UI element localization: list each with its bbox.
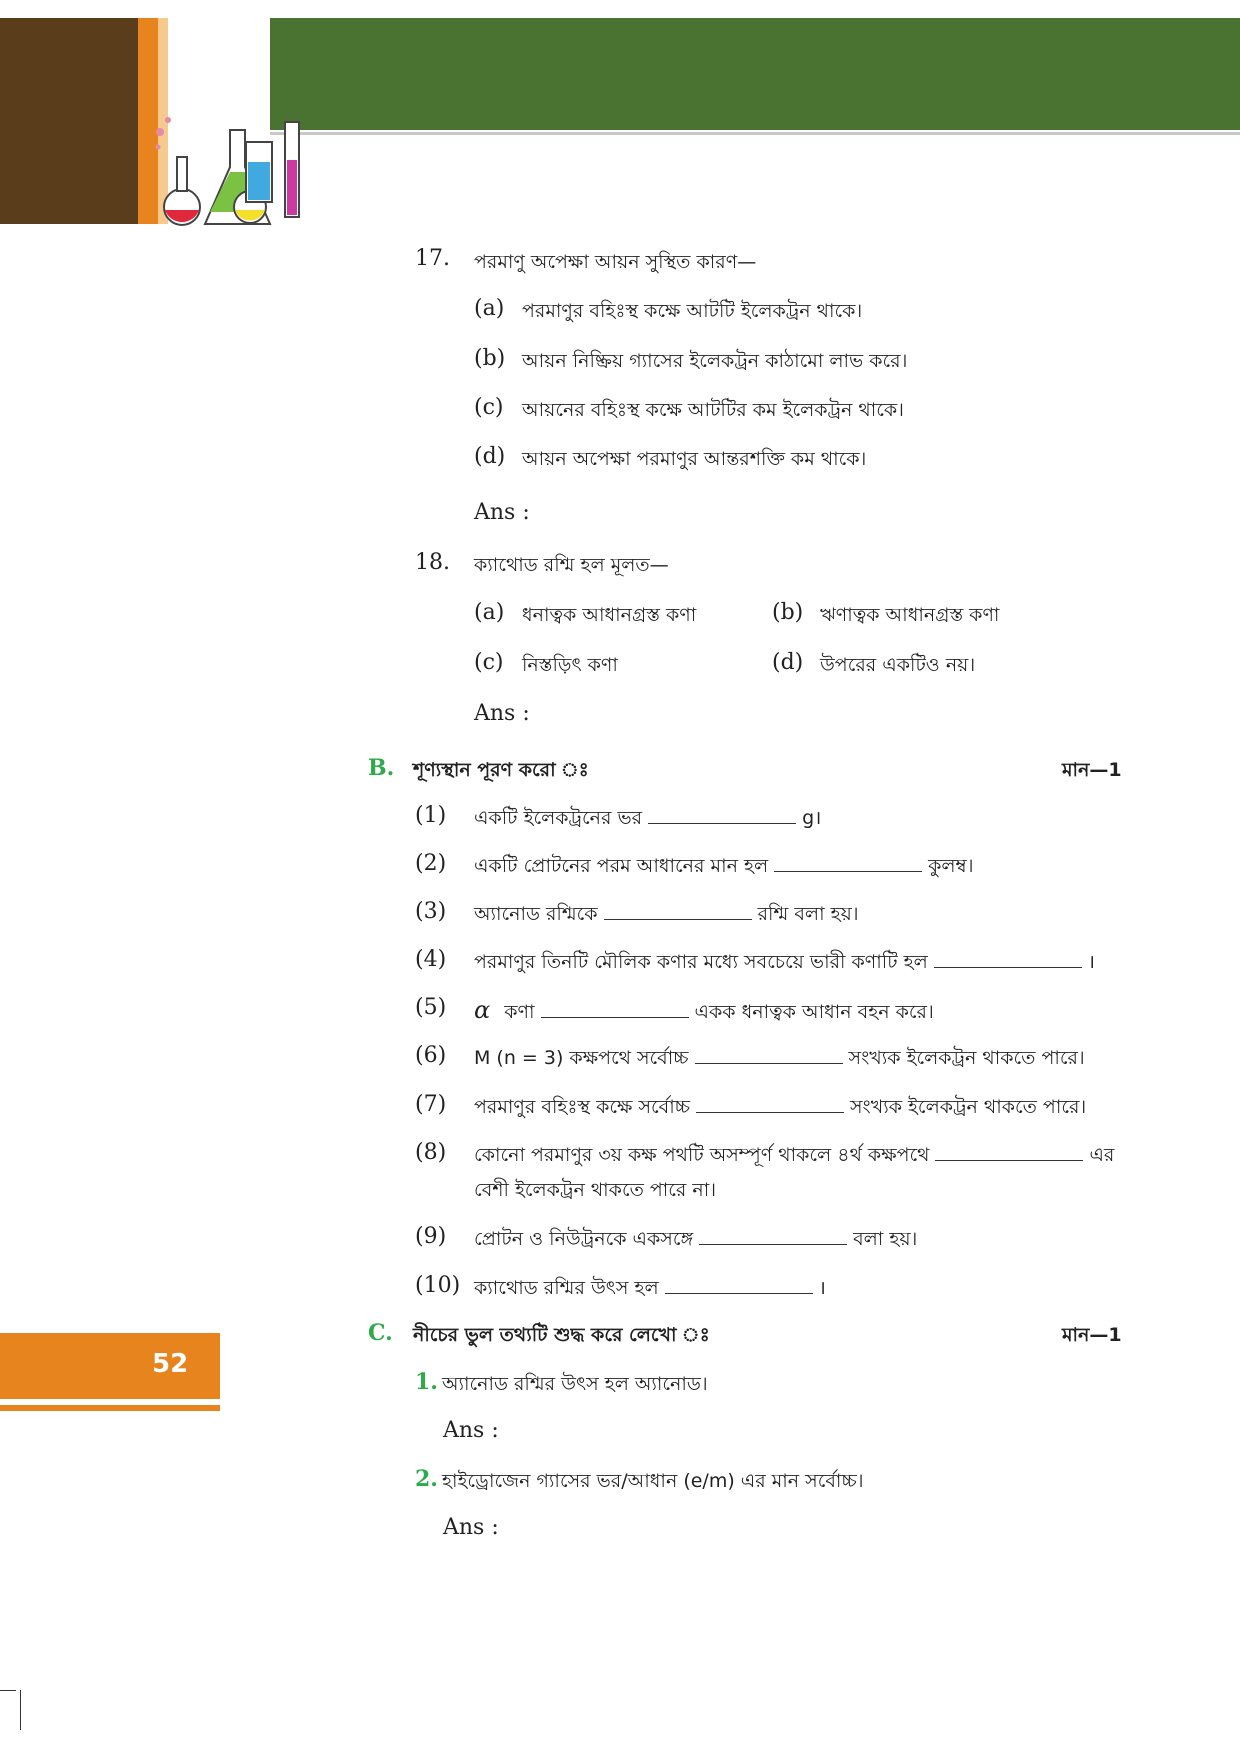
q17-option-c-label: (c) — [474, 395, 504, 420]
q18-text: ক্যাথোড রশ্মি হল মূলত— — [474, 554, 669, 576]
header-divider — [270, 132, 1240, 135]
page-number: 52 — [152, 1349, 189, 1379]
b3-line: অ্যানোড রশ্মিকে রশ্মি বলা হয়। — [474, 903, 859, 925]
q17-number: 17. — [415, 246, 450, 271]
q18-option-d: উপরের একটিও নয়। — [820, 654, 976, 676]
b7-number: (7) — [415, 1092, 447, 1117]
b1-number: (1) — [415, 803, 447, 828]
b1-blank[interactable] — [648, 805, 796, 824]
page-number-underline — [0, 1405, 220, 1411]
b5-number: (5) — [415, 995, 447, 1020]
header-green-bar — [270, 18, 1240, 130]
b3-blank[interactable] — [604, 901, 752, 920]
b4-line: পরমাণুর তিনটি মৌলিক কণার মধ্যে সবচেয়ে ভারী কণাটি হল । — [474, 951, 1095, 973]
q17-option-b-label: (b) — [474, 346, 506, 371]
b8-line: কোনো পরমাণুর ৩য় কক্ষ পথটি অসম্পূর্ণ থাকলে ৪র্থ কক্ষপথে এর — [474, 1144, 1115, 1166]
section-c-letter: C. — [368, 1320, 393, 1346]
b3-number: (3) — [415, 899, 447, 924]
q17-text: পরমাণু অপেক্ষা আয়ন সুস্থিত কারণ— — [474, 251, 757, 273]
b1-line: একটি ইলেকট্রনের ভর g। — [474, 807, 822, 829]
c1-answer-label: Ans : — [443, 1418, 499, 1443]
q17-option-c: আয়নের বহিঃস্থ কক্ষে আটটির কম ইলেকট্রন থাকে। — [522, 399, 904, 421]
b5-blank[interactable] — [541, 999, 689, 1018]
crop-mark-vertical — [20, 1690, 21, 1730]
header-brown-block — [0, 18, 138, 224]
b6-number: (6) — [415, 1043, 447, 1068]
b4-number: (4) — [415, 947, 447, 972]
b6-blank[interactable] — [695, 1045, 843, 1064]
q18-option-a: ধনাত্বক আধানগ্রস্ত কণা — [522, 604, 697, 626]
b9-blank[interactable] — [699, 1226, 847, 1245]
section-c-title: নীচের ভুল তথ্যটি শুদ্ধ করে লেখো ঃ — [413, 1324, 710, 1346]
q18-option-c: নিস্তড়িৎ কণা — [522, 654, 618, 676]
crop-mark-horizontal — [0, 1690, 16, 1691]
b10-line: ক্যাথোড রশ্মির উৎস হল । — [474, 1277, 826, 1299]
b8-number: (8) — [415, 1140, 447, 1165]
b2-number: (2) — [415, 851, 447, 876]
b2-line: একটি প্রোটনের পরম আধানের মান হল কুলম্ব। — [474, 855, 974, 877]
q18-option-a-label: (a) — [474, 600, 505, 625]
c2-text: হাইড্রোজেন গ্যাসের ভর/আধান (e/m) এর মান সর্বোচ্চ। — [442, 1470, 864, 1492]
b10-blank[interactable] — [665, 1275, 813, 1294]
section-b-title: শূণ্যস্থান পূরণ করো ঃ — [413, 759, 589, 781]
section-c-marks: মান—1 — [1062, 1324, 1122, 1346]
q17-option-d-label: (d) — [474, 444, 506, 469]
b6-line: M (n = 3) কক্ষপথে সর্বোচ্চ সংখ্যক ইলেকট্রন থাকতে পারে। — [474, 1047, 1085, 1069]
q17-option-b: আয়ন নিষ্ক্রিয় গ্যাসের ইলেকট্রন কাঠামো লাভ করে। — [522, 350, 908, 372]
alpha-symbol: α — [474, 996, 491, 1024]
b7-line: পরমাণুর বহিঃস্থ কক্ষে সর্বোচ্চ সংখ্যক ইলেকট্রন থাকতে পারে। — [474, 1096, 1087, 1118]
c2-answer-label: Ans : — [443, 1515, 499, 1540]
b5-line: α কণা একক ধনাত্বক আধান বহন করে। — [474, 996, 934, 1024]
c1-text: অ্যানোড রশ্মির উৎস হল অ্যানোড। — [442, 1373, 708, 1395]
q17-answer-label: Ans : — [474, 500, 530, 525]
b10-number: (10) — [415, 1273, 461, 1298]
b8-line2: বেশী ইলেকট্রন থাকতে পারে না। — [474, 1179, 717, 1201]
q18-option-b-label: (b) — [772, 600, 804, 625]
section-b-marks: মান—1 — [1062, 759, 1122, 781]
q17-option-d: আয়ন অপেক্ষা পরমাণুর আন্তরশক্তি কম থাকে। — [522, 448, 867, 470]
q18-option-d-label: (d) — [772, 650, 804, 675]
q17-option-a: পরমাণুর বহিঃস্থ কক্ষে আটটি ইলেকট্রন থাকে। — [522, 300, 863, 322]
b9-number: (9) — [415, 1224, 447, 1249]
c2-number: 2. — [415, 1466, 438, 1492]
b8-blank[interactable] — [935, 1142, 1083, 1161]
c1-number: 1. — [415, 1369, 438, 1395]
q18-option-b: ঋণাত্বক আধানগ্রস্ত কণা — [820, 604, 1000, 626]
section-b-letter: B. — [368, 755, 395, 781]
b9-line: প্রোটন ও নিউট্রনকে একসঙ্গে বলা হয়। — [474, 1228, 918, 1250]
q18-answer-label: Ans : — [474, 701, 530, 726]
q18-number: 18. — [415, 550, 450, 575]
b7-blank[interactable] — [696, 1094, 844, 1113]
q17-option-a-label: (a) — [474, 296, 505, 321]
q18-option-c-label: (c) — [474, 650, 504, 675]
b2-blank[interactable] — [774, 853, 922, 872]
b4-blank[interactable] — [934, 949, 1082, 968]
lab-flasks-icon — [150, 112, 310, 227]
